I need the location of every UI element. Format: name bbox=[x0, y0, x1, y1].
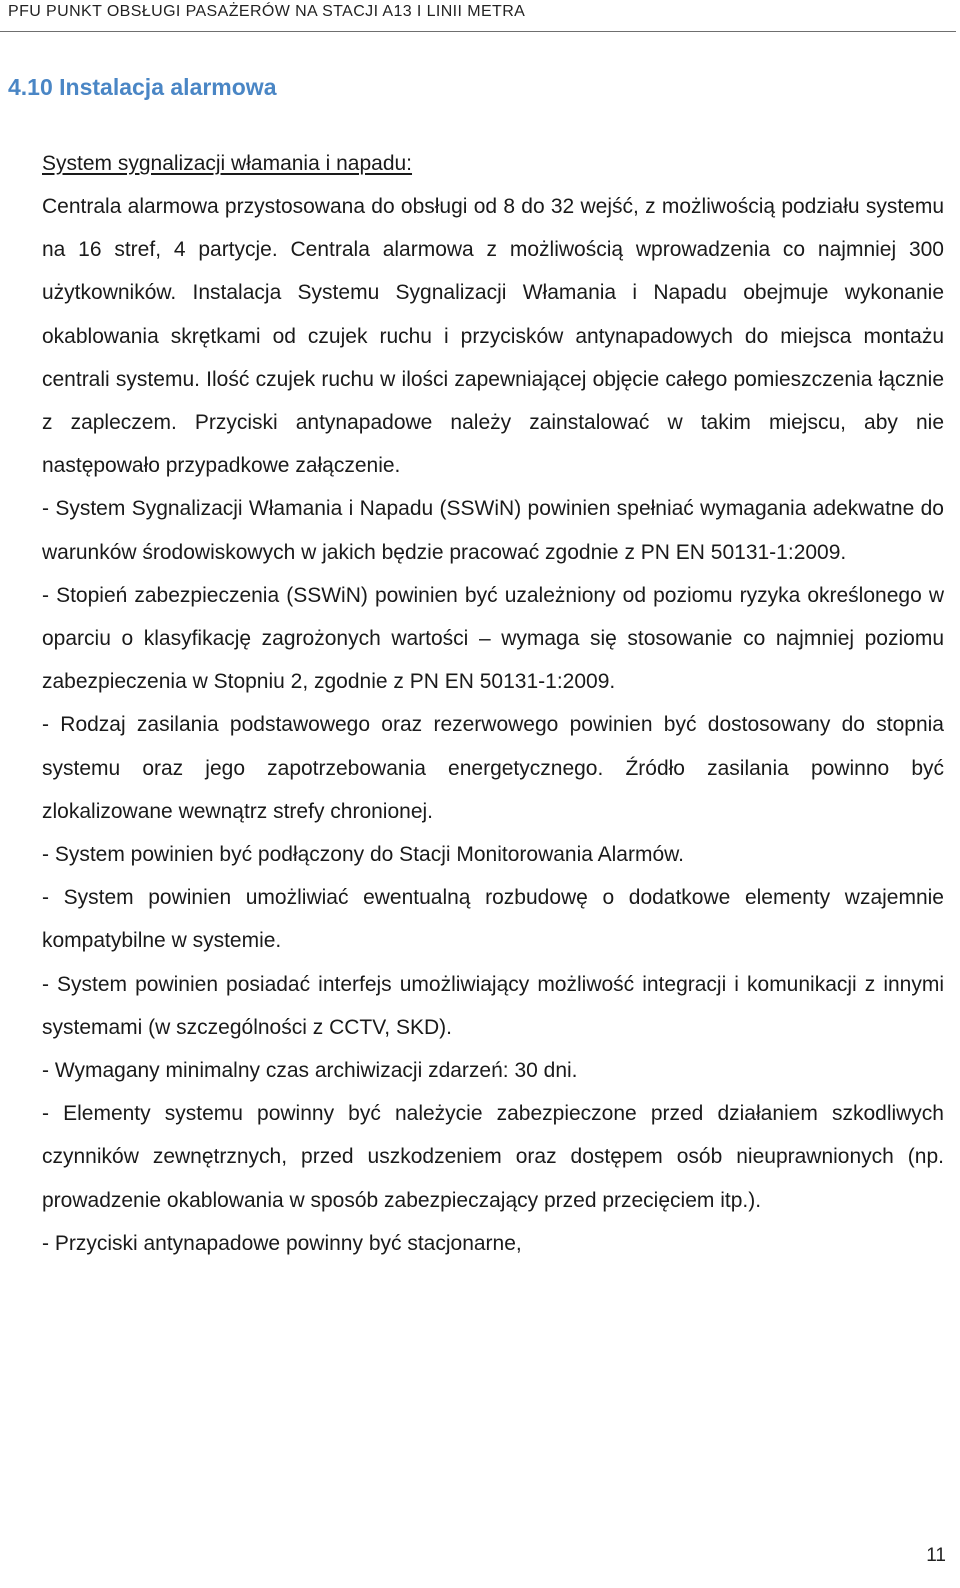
paragraph-expansion: - System powinien umożliwiać ewentualną rozbudowę o dodatkowe elementy wzajemnie kompatybilne w systemie. bbox=[42, 886, 944, 953]
paragraph-intro: Centrala alarmowa przystosowana do obsługi od 8 do 32 wejść, z możliwością podziału systemu na 16 stref, 4 partycje. Centrala alarmowa z możliwością wprowadzenia co najmniej 300 użytkowników. Instalacja Systemu Sygnalizacji Włamania i Napadu obejmuje wykonanie okablowania skrętkami od czujek ruchu i przycisków antynapadowych do miejsca montażu centrali systemu. Ilość czujek ruchu w ilości zapewniającej objęcie całego pomieszczenia łącznie z zapleczem. Przyciski antynapadowe należy zainstalować w takim miejscu, aby nie następowało przypadkowe załączenie. bbox=[42, 195, 944, 478]
paragraph-integration: - System powinien posiadać interfejs umożliwiający możliwość integracji i komunikacji z innymi systemami (w szczególności z CCTV, SKD). bbox=[42, 972, 944, 1039]
body-text bbox=[42, 185, 944, 1265]
paragraph-protection: - Elementy systemu powinny być należycie zabezpieczone przed działaniem szkodliwych czynników zewnętrznych, przed uszkodzeniem oraz dostępem osób nieuprawnionych (np. prowadzenie okablowania w sposób zabezpieczający przed przecięciem itp.). bbox=[42, 1102, 944, 1212]
paragraph-archiving: - Wymagany minimalny czas archiwizacji zdarzeń: 30 dni. bbox=[42, 1059, 578, 1083]
section-heading: 4.10 Instalacja alarmowa bbox=[8, 74, 277, 100]
paragraph-monitoring: - System powinien być podłączony do Stacji Monitorowania Alarmów. bbox=[42, 843, 684, 867]
paragraph-security-grade: - Stopień zabezpieczenia (SSWiN) powinien być uzależniony od poziomu ryzyka określonego w oparciu o klasyfikację zagrożonych wartości – wymaga się stosowanie co najmniej poziomu zabezpieczenia w Stopniu 2, zgodnie z PN EN 50131-1:2009. bbox=[42, 583, 944, 694]
subheading: System sygnalizacji włamania i napadu: bbox=[42, 152, 413, 175]
header-divider bbox=[0, 31, 956, 32]
page-number: 11 bbox=[926, 1545, 946, 1566]
paragraph-power-supply: - Rodzaj zasilania podstawowego oraz rezerwowego powinien być dostosowany do stopnia systemu oraz jego zapotrzebowania energetycznego. Źródło zasilania powinno być zlokalizowane wewnątrz strefy chronionej. bbox=[42, 713, 944, 823]
paragraph-panic-buttons: - Przyciski antynapadowe powinny być stacjonarne, bbox=[42, 1231, 522, 1255]
paragraph-environment: - System Sygnalizacji Włamania i Napadu (SSWiN) powinien spełniać wymagania adekwatne do warunków środowiskowych w jakich będzie pracować zgodnie z PN EN 50131-1:2009. bbox=[42, 497, 944, 564]
page-header: PFU PUNKT OBSŁUGI PASAŻERÓW NA STACJI A13 I LINII METRA bbox=[8, 3, 526, 20]
